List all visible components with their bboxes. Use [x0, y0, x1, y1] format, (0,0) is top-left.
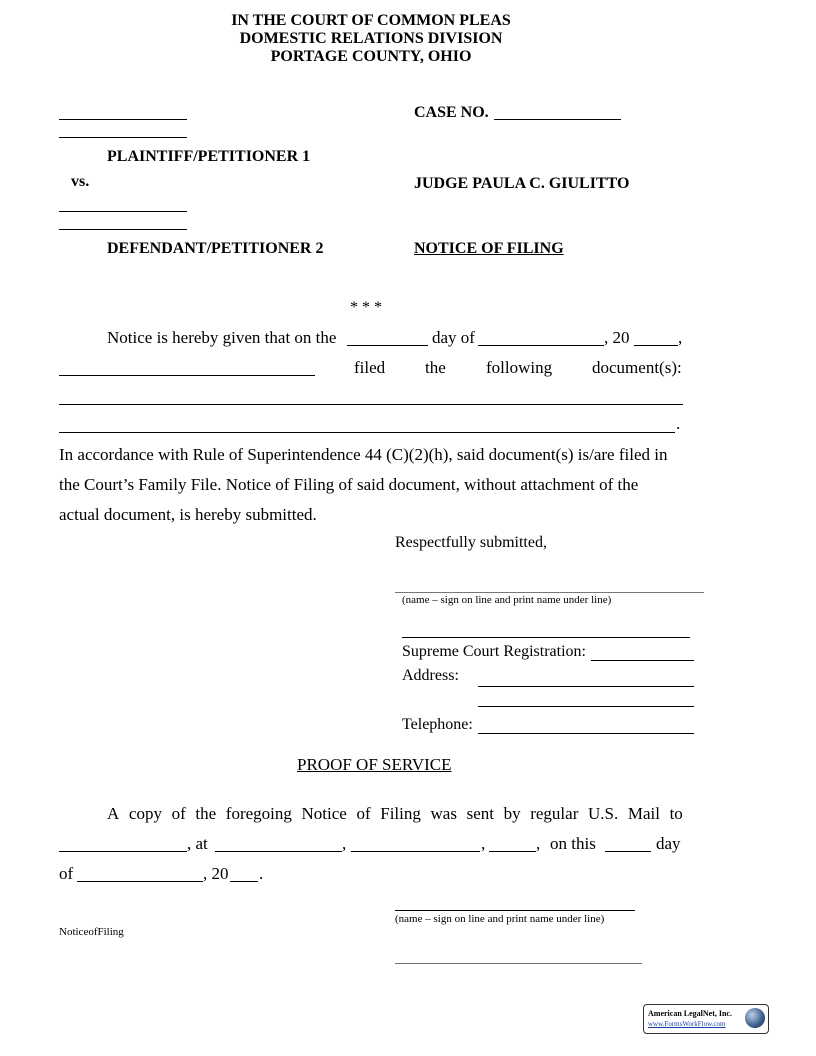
- section-divider-stars: * * *: [350, 299, 382, 316]
- of-text: of: [59, 864, 74, 883]
- comma-text: ,: [536, 834, 541, 853]
- comma-text: ,: [481, 834, 486, 853]
- proof-word: copy: [128, 804, 162, 823]
- comma-text: ,: [678, 328, 683, 347]
- proof-word: Notice: [301, 804, 347, 823]
- case-no-line[interactable]: [494, 119, 621, 120]
- proof-signature-line[interactable]: [395, 910, 635, 911]
- division-name: DOMESTIC RELATIONS DIVISION: [239, 30, 503, 47]
- defendant-label: DEFENDANT/PETITIONER 2: [107, 240, 324, 257]
- printed-name-line[interactable]: [402, 637, 690, 638]
- documents-line-1[interactable]: [59, 404, 683, 405]
- filer-name-line[interactable]: [59, 375, 315, 376]
- vs-label: vs.: [71, 173, 90, 190]
- notice-text-start: Notice is hereby given that on the: [107, 328, 337, 347]
- proof-word: to: [669, 804, 683, 823]
- proof-word: U.S.: [587, 804, 619, 823]
- address-line-1[interactable]: [478, 686, 694, 687]
- zip-line[interactable]: [489, 851, 536, 852]
- word-documents: document(s):: [592, 358, 682, 377]
- rule-paragraph-line-2: the Court’s Family File. Notice of Filing of said document, without attachment of the: [59, 475, 639, 494]
- rule-paragraph-line-1: In accordance with Rule of Superintendence 44 (C)(2)(h), said document(s) is/are filed in: [59, 445, 668, 464]
- proof-word: sent: [466, 804, 494, 823]
- word-the: the: [425, 358, 446, 377]
- case-no-label: CASE NO.: [414, 104, 489, 121]
- address-label: Address:: [402, 667, 459, 684]
- city-line[interactable]: [351, 851, 480, 852]
- court-name: IN THE COURT OF COMMON PLEAS: [231, 12, 511, 29]
- proof-signature-caption: (name – sign on line and print name under line): [395, 913, 605, 925]
- logo-website[interactable]: www.FormsWorkFlow.com: [648, 1020, 726, 1028]
- documents-line-2[interactable]: [59, 432, 675, 433]
- supreme-court-label: Supreme Court Registration:: [402, 643, 586, 660]
- at-text: , at: [187, 834, 208, 853]
- filing-month-line[interactable]: [478, 345, 604, 346]
- proof-word: Mail: [627, 804, 660, 823]
- day-of-text: day of: [432, 328, 475, 347]
- address-line-2[interactable]: [478, 706, 694, 707]
- proof-word: was: [430, 804, 457, 823]
- telephone-label: Telephone:: [402, 716, 473, 733]
- plaintiff-name-line-2[interactable]: [59, 137, 187, 138]
- legalnet-logo[interactable]: [643, 1004, 769, 1034]
- on-this-text: on this: [550, 834, 596, 853]
- proof-word: of: [356, 804, 371, 823]
- proof-word: Filing: [380, 804, 421, 823]
- plaintiff-name-line-1[interactable]: [59, 119, 187, 120]
- word-following: following: [486, 358, 553, 377]
- proof-word: of: [171, 804, 186, 823]
- period-text: .: [259, 864, 264, 883]
- proof-of-service-title: PROOF OF SERVICE: [297, 755, 452, 774]
- globe-icon: [745, 1008, 765, 1028]
- defendant-name-line-1[interactable]: [59, 211, 187, 212]
- respectfully-submitted: Respectfully submitted,: [395, 534, 547, 551]
- proof-word: foregoing: [225, 804, 292, 823]
- county-name: PORTAGE COUNTY, OHIO: [270, 48, 472, 65]
- word-filed: filed: [354, 358, 386, 377]
- proof-word: the: [195, 804, 217, 823]
- document-title: NOTICE OF FILING: [414, 240, 564, 257]
- signature-caption: (name – sign on line and print name under line): [402, 594, 612, 606]
- proof-word: A: [107, 804, 120, 823]
- form-id: NoticeofFiling: [59, 926, 124, 938]
- supreme-court-line[interactable]: [591, 660, 694, 661]
- comma-text: ,: [342, 834, 347, 853]
- judge-label: JUDGE PAULA C. GIULITTO: [414, 175, 630, 192]
- day-text: day: [656, 834, 681, 853]
- service-year-line[interactable]: [230, 881, 258, 882]
- proof-paragraph-line-1: [107, 804, 683, 824]
- filing-day-line[interactable]: [347, 345, 428, 346]
- period-text: .: [676, 414, 681, 433]
- rule-paragraph-line-3: actual document, is hereby submitted.: [59, 505, 317, 524]
- logo-company: American LegalNet, Inc.: [648, 1009, 732, 1018]
- proof-word: by: [503, 804, 521, 823]
- signature-line[interactable]: [395, 592, 704, 593]
- service-day-line[interactable]: [605, 851, 651, 852]
- defendant-name-line-2[interactable]: [59, 229, 187, 230]
- proof-printed-name-line[interactable]: [395, 963, 642, 964]
- filing-year-line[interactable]: [634, 345, 678, 346]
- street-line[interactable]: [215, 851, 342, 852]
- plaintiff-label: PLAINTIFF/PETITIONER 1: [107, 148, 311, 165]
- recipient-line[interactable]: [59, 851, 187, 852]
- proof-word: regular: [530, 804, 579, 823]
- year-prefix-text: , 20: [203, 864, 229, 883]
- service-month-line[interactable]: [77, 881, 203, 882]
- telephone-line[interactable]: [478, 733, 694, 734]
- year-prefix-text: , 20: [604, 328, 630, 347]
